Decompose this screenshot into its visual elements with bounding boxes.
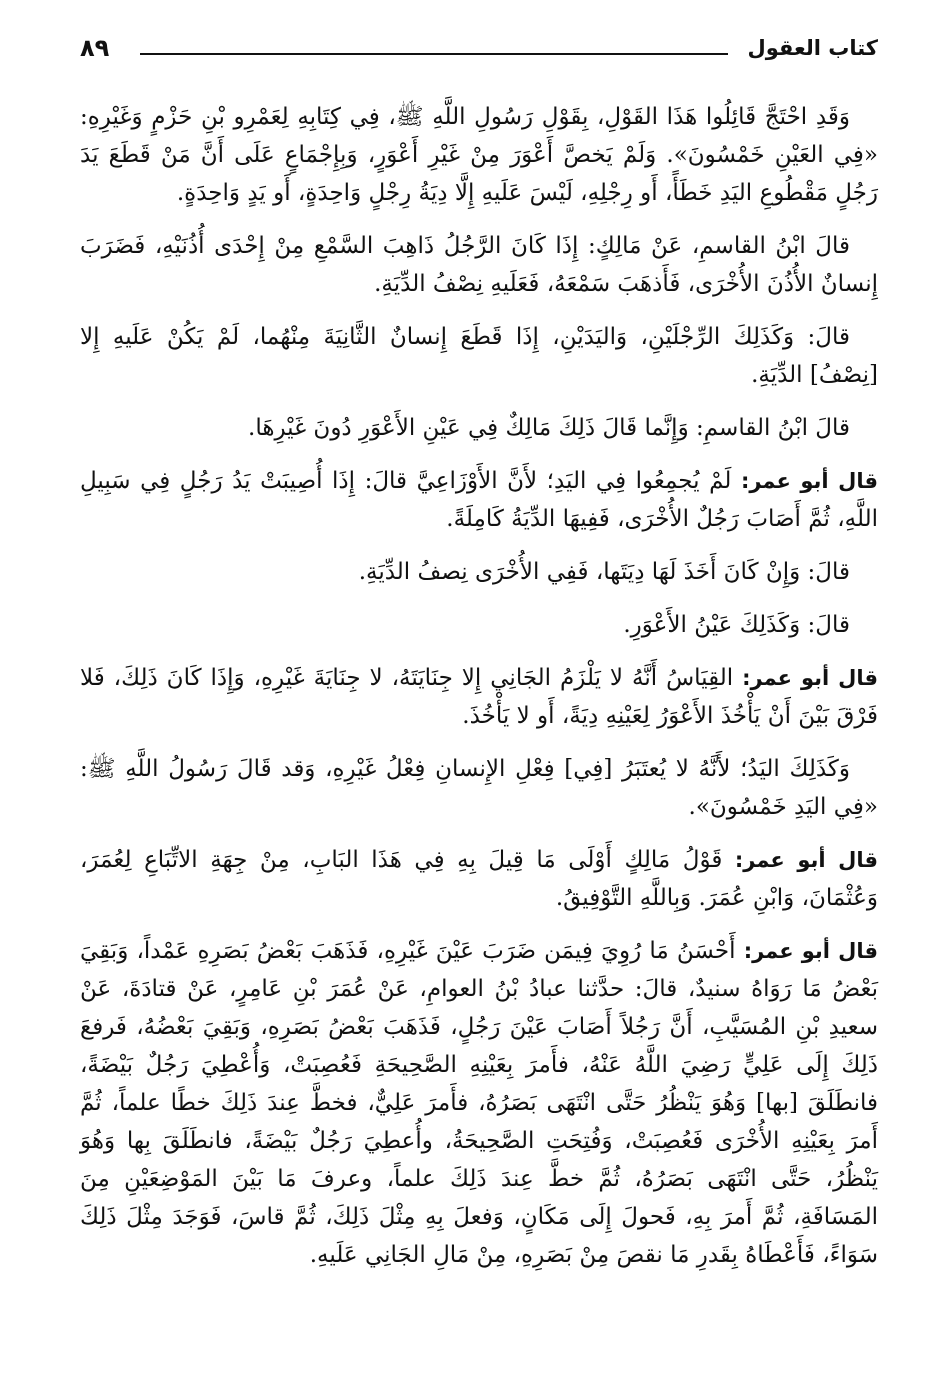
paragraph-text: قالَ ابْنُ القاسمِ، عَنْ مَالِكٍ: إِذَا كَانَ الرَّجُلُ ذَاهِبَ السَّمْعِ مِنْ إِحْدَى أُذُنَيْهِ، فَضَرَبَ إِنسانٌ الأُذُنَ الأُخْرَى، فَأَذهَبَ سَمْعَهُ، فَعَلَيهِ نِصْفُ الدِّيَةِ. — [80, 233, 878, 297]
paragraph — [80, 750, 878, 826]
paragraph-text: قالَ: وَكَذَلِكَ الرِّجْلَيْنِ، وَاليَدَيْنِ، إِذَا قَطَعَ إِنسانٌ الثَّانِيَةَ مِنْهُما، لَمْ يَكُنْ عَلَيهِ إِلا [نِصْفُ] الدِّيَةِ. — [80, 324, 878, 388]
speaker-label: قال أبو عمر: — [734, 848, 878, 872]
paragraph-text: القِيَاسُ أَنَّهُ لا يَلْزَمُ الجَانِي إِلا جِنَايَتَهُ، لا جِنَايَةَ غَيْرِهِ، وَإِذَا كَانَ ذَلِكَ، فَلا فَرْقَ بَيْنَ أَنْ يَأْخُذَ الأَعْوَرُ لِعَيْنِهِ دِيَةً، أَو لا يَأْخُذَ. — [80, 665, 878, 729]
paragraph — [80, 932, 878, 1274]
paragraph-text: وَقَدِ احْتَجَّ قَائِلُوا هَذَا القَوْلِ، بِقَوْلِ رَسُولِ اللَّهِ ﷺ، فِي كِتَابِهِ لِعَمْرِو بْنِ حَزْمٍ وَغَيْرِهِ: «فِي العَيْنِ خَمْسُونَ». وَلَمْ يَخصَّ أَعْوَرَ مِنْ غَيْرِ أَعْوَرٍ، وَبِإِجْمَاعٍ عَلَى أَنَّ مَنْ قَطَعَ يَدَ رَجُلٍ مَقْطُوعِ اليَدِ خَطَأً، أَو رِجْلِهِ، لَيْسَ عَلَيهِ إِلَّا دِيَةُ رِجْلٍ وَاحِدَةٍ، أَو يَدٍ وَاحِدَةٍ. — [80, 104, 878, 206]
paragraph-text: لَمْ يُجمِعُوا فِي اليَدِ؛ لأَنَّ الأَوْزَاعِيَّ قالَ: إِذَا أُصِيبَتْ يَدُ رَجُلٍ فِي سَبِيلِ اللَّهِ، ثُمَّ أَصَابَ رَجُلٌ الأُخْرَى، فَفِيهَا الدِّيَةُ كَامِلَةً. — [80, 468, 878, 532]
speaker-label: قال أبو عمر: — [742, 666, 879, 690]
main-text — [80, 98, 878, 1289]
paragraph — [80, 98, 878, 212]
paragraph-text: قالَ: وَإِنْ كَانَ أَخَذَ لَهَا دِيَتَها، فَفِي الأُخْرَى نِصفُ الدِّيَةِ. — [358, 559, 850, 585]
paragraph — [80, 227, 878, 303]
running-header-title: كتاب العقول — [747, 36, 878, 60]
paragraph — [80, 841, 878, 917]
paragraph — [80, 553, 878, 591]
paragraph-text: قَوْلُ مَالِكٍ أَوْلَى مَا قِيلَ بِهِ فِي هَذَا البَابِ، مِنْ جِهَةِ الاتِّبَاعِ لِعُمَرَ، وَعُثْمَانَ، وَابْنِ عُمَرَ. وَبِاللَّهِ التَّوْفِيقُ. — [80, 847, 878, 911]
paragraph-text: وَكَذَلِكَ اليَدُ؛ لأَنَّهُ لا يُعتَبَرُ [فِي] فِعْلِ الإِنسانِ فِعْلُ غَيْرِهِ، وَقد قَالَ رَسُولُ اللَّهِ ﷺ: «فِي اليَدِ خَمْسُونَ». — [80, 756, 878, 820]
speaker-label: قال أبو عمر: — [743, 939, 878, 963]
paragraph — [80, 409, 878, 447]
paragraph — [80, 462, 878, 538]
paragraph-text: قالَ: وَكَذَلِكَ عَيْنُ الأَعْوَرِ. — [623, 612, 850, 638]
speaker-label: قال أبو عمر: — [740, 469, 879, 493]
page-number: ٨٩ — [80, 34, 110, 62]
paragraph — [80, 606, 878, 644]
paragraph-text: قالَ ابْنُ القاسمِ: وَإِنَّما قَالَ ذَلِكَ مَالِكٌ فِي عَيْنِ الأَعْوَرِ دُونَ غَيْرِهَا. — [248, 415, 850, 441]
page-header — [80, 28, 878, 68]
paragraph-text: أَحْسَنُ مَا رُوِيَ فِيمَن ضَرَبَ عَيْنَ غَيْرِهِ، فَذَهَبَ بَعْضُ بَصَرِهِ عَمْداً، وَبَقِيَ بَعْضُ مَا رَوَاهُ سنيدٌ، قالَ: حدَّثنا عبادُ بْنُ العوامِ، عَنْ عُمَرَ بْنِ عَامِرٍ، عَنْ قتادَةَ، عَنْ سعيدِ بْنِ المُسَيَّبِ، أَنَّ رَجُلاً أَصَابَ عَيْنَ رَجُلٍ، فَذَهَبَ بَعْضُ بَصَرِهِ، وَبَقِيَ بَعْضُهُ، فَرفعَ ذَلِكَ إِلَى عَلِيٍّ رَضِيَ اللَّهُ عَنْهُ، فأَمرَ بِعَيْنِهِ الصَّحِيحَةِ فَعُصِبَتْ، وَأُعْطِيَ رَجُلٌ بَيْضَةً، فانطَلَقَ [بها] وَهُوَ يَنْظُرُ حَتَّى انْتَهَى بَصَرُهُ، فأَمرَ عَلِيٌّ، فخطَّ عِندَ ذَلِكَ خطًا علماً، ثُمَّ أَمرَ بِعَيْنِهِ الأُخْرَى فَعُصِبَتْ، وَفُتِحَتِ الصَّحِيحَةُ، وأُعطِيَ رَجُلٌ بَيْضَةً، فانطَلَقَ بِها وَهُوَ يَنْظُرُ، حَتَّى انْتَهَى بَصَرُهُ، ثُمَّ خطَّ عِندَ ذَلِكَ علماً، وعرفَ مَا بَيْنَ المَوْضِعَيْنِ مِنَ المَسَافَةِ، ثُمَّ أَمرَ بِهِ، فَحولَ إِلَى مَكَانٍ، وَفعلَ بِهِ مِثْلَ ذَلِكَ، ثُمَّ قاسَ، فَوَجَدَ مِثْلَ ذَلِكَ سَوَاءً، فَأَعْطَاهُ بِقَدرِ مَا نقصَ مِنْ بَصَرِهِ، مِنْ مَالِ الجَانِي عَلَيهِ. — [80, 938, 878, 1268]
header-rule — [140, 53, 728, 55]
paragraph — [80, 659, 878, 735]
paragraph — [80, 318, 878, 394]
